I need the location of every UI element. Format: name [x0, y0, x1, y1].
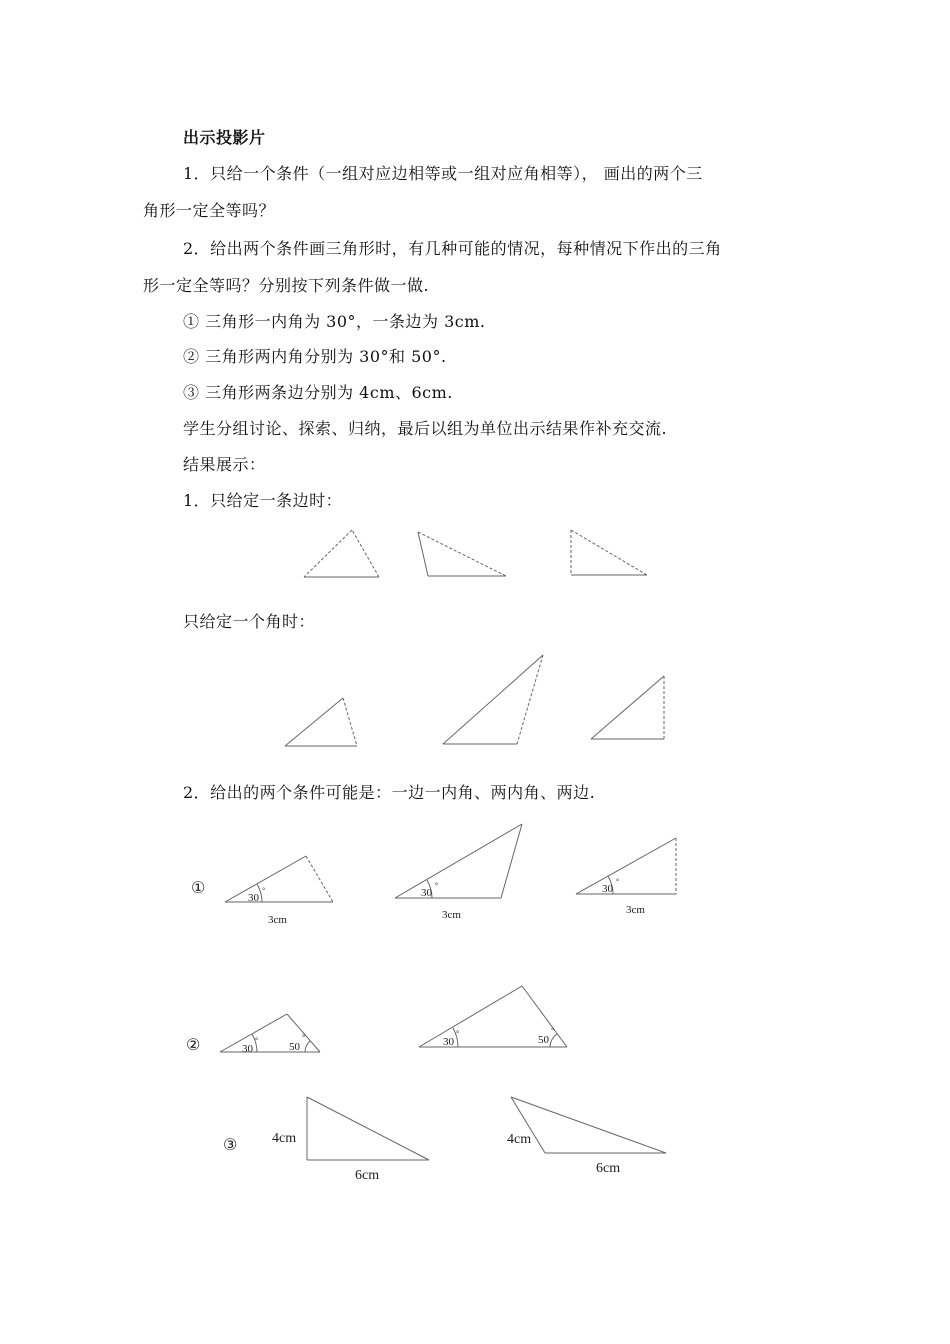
case1-t2-degree: °: [435, 881, 439, 890]
result1-side-caption: 1．只给定一条边时：: [183, 491, 343, 510]
angle-triangle-3: [591, 676, 664, 739]
case2-t1-angle50-label: 50: [289, 1041, 300, 1053]
case2-t1-angle30-label: 30: [242, 1043, 253, 1055]
case3-t1-side4-label: 4cm: [272, 1131, 297, 1146]
case3-triangles: [307, 1097, 666, 1160]
marker-case1: ①: [191, 880, 206, 897]
case2-t2-degree30: °: [456, 1029, 460, 1038]
condition-2: ② 三角形两内角分别为 30°和 50°.: [183, 347, 447, 366]
question2-line1: 2．给出两个条件画三角形时，有几种可能的情况，每种情况下作出的三角: [183, 239, 722, 258]
case3-t2-side4-label: 4cm: [507, 1132, 532, 1147]
marker-case2: ②: [186, 1037, 201, 1054]
case1-t1-side-label: 3cm: [268, 914, 287, 926]
condition-3: ③ 三角形两条边分别为 4cm、6cm.: [183, 383, 453, 402]
case2-t1-degree30: °: [255, 1036, 259, 1045]
case3-t1-side6-label: 6cm: [355, 1168, 380, 1183]
angle-triangle-2: [443, 655, 543, 744]
case1-triangle-2: [395, 824, 522, 898]
case3-triangle-1: [307, 1097, 429, 1160]
result2-caption: 2．给出的两个条件可能是：一边一内角、两内角、两边.: [183, 783, 596, 802]
case2-t2-angle30-label: 30: [443, 1036, 454, 1048]
case1-t1-degree: °: [262, 886, 266, 895]
question1-line2: 角形一定全等吗？: [143, 201, 276, 220]
side-only-triangles: [304, 530, 647, 577]
case1-t1-angle-label: 30: [248, 892, 259, 904]
case1-t3-angle-label: 30: [602, 883, 613, 895]
case2-t2-angle50-label: 50: [538, 1034, 549, 1046]
case2-triangles: [220, 986, 567, 1052]
discussion-text: 学生分组讨论、探索、归纳，最后以组为单位出示结果作补充交流.: [183, 419, 668, 438]
case1-t3-degree: °: [616, 877, 620, 886]
case2-t2-degree50: °: [551, 1026, 555, 1035]
case1-triangle-3: [576, 838, 676, 894]
marker-case3: ③: [223, 1137, 238, 1154]
side-triangle-3: [571, 530, 647, 575]
question1-line1: 1．只给一个条件（一组对应边相等或一组对应角相等）， 画出的两个三: [183, 164, 703, 183]
results-title: 结果展示：: [183, 455, 266, 474]
result1-angle-caption: 只给定一个角时：: [183, 612, 316, 631]
angle-only-triangles: [285, 655, 664, 746]
case1-t2-angle-label: 30: [421, 887, 432, 899]
case2-t1-degree50: °: [302, 1033, 306, 1042]
side-triangle-2: [418, 532, 506, 576]
figure-labels: [186, 877, 645, 1183]
condition-1: ① 三角形一内角为 30°，一条边为 3cm.: [183, 312, 486, 331]
case1-t2-side-label: 3cm: [442, 909, 461, 921]
side-triangle-1: [304, 530, 379, 577]
case3-t2-side6-label: 6cm: [596, 1161, 621, 1176]
case1-triangle-1: [225, 856, 333, 902]
case3-triangle-2: [511, 1097, 666, 1153]
heading: 出示投影片: [183, 128, 266, 147]
case1-t3-side-label: 3cm: [626, 904, 645, 916]
angle-triangle-1: [285, 698, 357, 746]
question2-line2: 形一定全等吗？分别按下列条件做一做.: [143, 276, 430, 295]
